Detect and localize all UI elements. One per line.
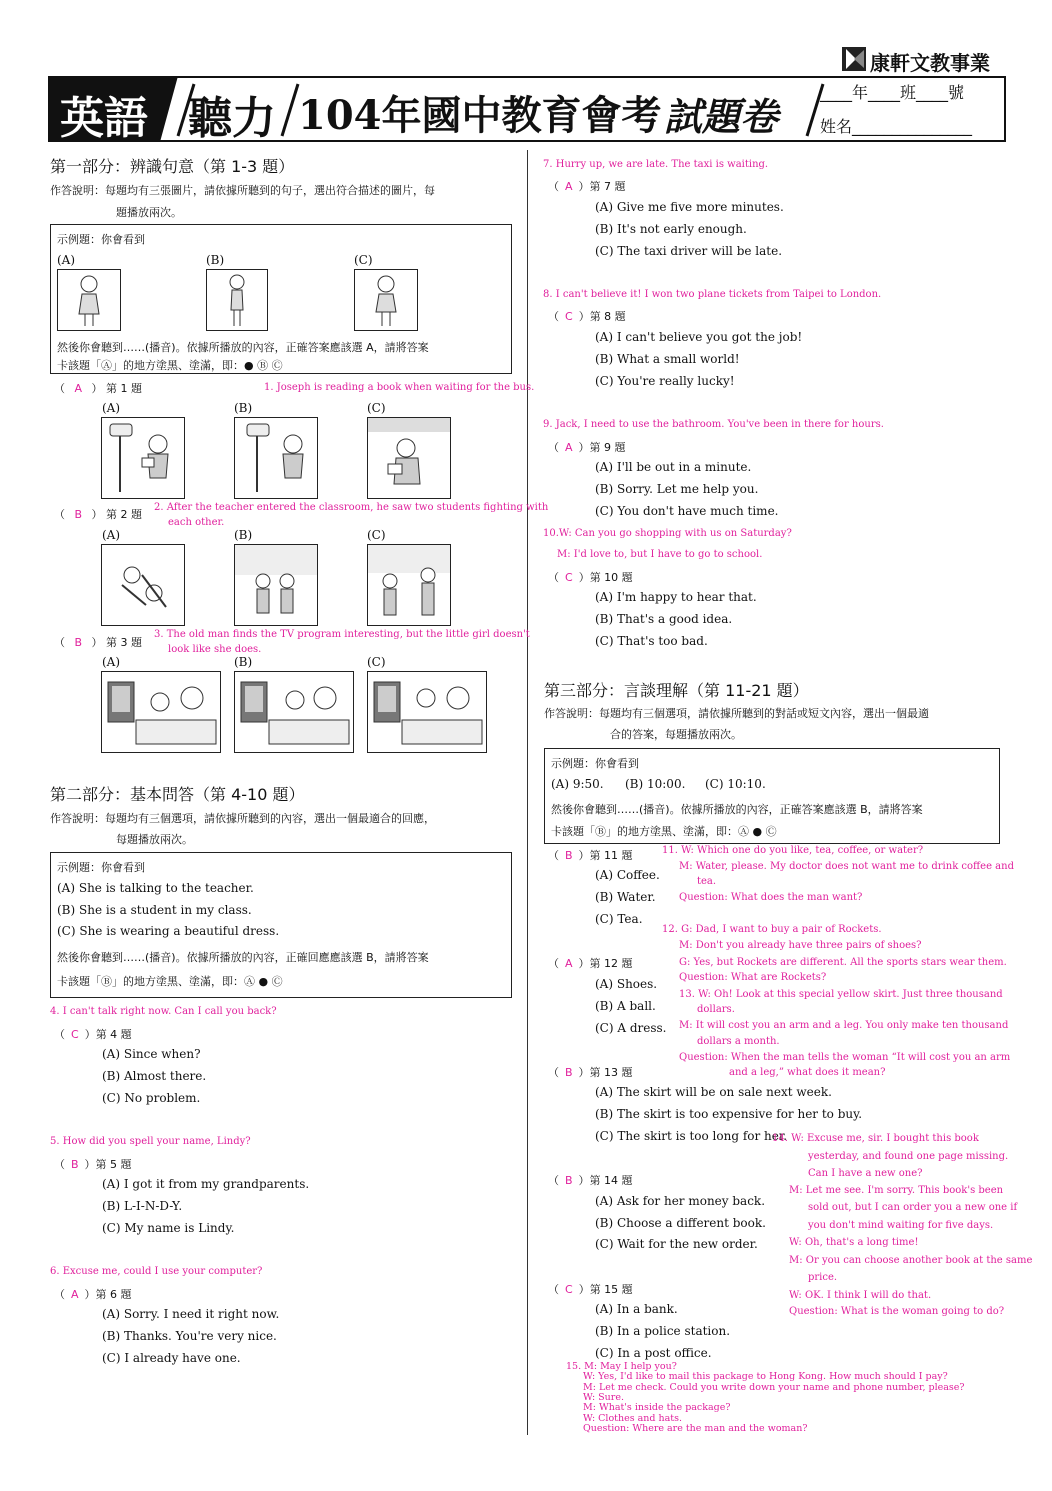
part1-example-box <box>50 224 512 374</box>
q2-picture-c <box>367 544 451 626</box>
q11-opt-c: (C) Tea. <box>595 912 643 926</box>
q1-picture-b <box>234 417 318 499</box>
q1-picture-a <box>101 417 185 499</box>
q14-opt-b: (B) Choose a different book. <box>595 1216 766 1230</box>
q14-answer-line: （ B ）第 14 題 <box>548 1174 633 1187</box>
paren-close: ） <box>91 636 103 649</box>
exam-title: 104年國中教育會考 <box>298 92 662 139</box>
part1-instruction: 作答說明：每題均有三張圖片，請依據所聽到的句子，選出符合描述的圖片，每 <box>50 184 435 197</box>
q6-script: 6. Excuse me, could I use your computer? <box>50 1266 263 1277</box>
q3-picture-a <box>101 671 221 753</box>
q2-answer-line <box>54 506 142 522</box>
q15-script-5: M: What's inside the package? <box>583 1402 731 1413</box>
q15-script-1: 15. M: May I help you? <box>566 1361 677 1372</box>
q6-label: 第 6 題 <box>95 1288 132 1301</box>
q2-answer: B <box>74 508 83 521</box>
q7-answer: A <box>565 180 573 193</box>
part3-title: 第三部分：言談理解（第 11-21 題） <box>544 681 809 700</box>
q14-script-7: W: Oh, that's a long time! <box>789 1237 919 1248</box>
example-label: 示例題：你會看到 <box>551 757 639 770</box>
example-opt-b: (B) She is a student in my class. <box>57 903 252 917</box>
part2-instruction: 作答說明：每題均有三個選項，請依據所聽到的內容，選出一個最適合的回應， <box>50 812 435 825</box>
q10-answer: C <box>565 571 573 584</box>
q14-script-1: 14. W: Excuse me, sir. I bought this book <box>772 1133 979 1144</box>
q6-opt-c: (C) I already have one. <box>102 1351 241 1365</box>
q11-label: 第 11 題 <box>589 849 633 862</box>
q14-script-2: yesterday, and found one page missing. <box>808 1151 1009 1162</box>
q15-opt-a: (A) In a bank. <box>595 1302 678 1316</box>
q4-label: 第 4 題 <box>95 1028 132 1041</box>
example-text-2: 卡該題「Ⓐ」的地方塗黑、塗滿，即：● Ⓑ Ⓒ <box>57 359 283 372</box>
q14-script-6: you don't mind waiting for five days. <box>808 1220 994 1231</box>
paren-open: （ <box>54 508 65 521</box>
q8-answer-line: （ C ）第 8 題 <box>548 310 626 323</box>
q4-opt-c: (C) No problem. <box>102 1091 201 1105</box>
q12-script-1: 12. G: Dad, I want to buy a pair of Rockets. <box>662 924 882 935</box>
q12-script-2: M: Don't you already have three pairs of shoes? <box>679 940 922 951</box>
paren-open: （ <box>54 636 65 649</box>
example-opt-a: (A) 9:50. <box>551 777 604 791</box>
example-picture-a <box>57 269 121 331</box>
q11-opt-a: (A) Coffee. <box>595 868 660 882</box>
q2-script-2: each other. <box>168 517 225 528</box>
q14-script-9: price. <box>808 1272 838 1283</box>
q3-label: 第 3 題 <box>106 636 143 649</box>
q10-script-2: M: I'd love to, but I have to go to school. <box>557 549 763 560</box>
publisher-name: 康軒文教事業 <box>870 51 990 75</box>
q5-answer: B <box>71 1158 79 1171</box>
q2-opt-c: (C) <box>367 528 386 542</box>
example-text-1: 然後你會聽到……(播音)。依據所播放的內容，正確回應應該選 B，請將答案 <box>57 951 429 964</box>
q9-answer-line: （ A ）第 9 題 <box>548 441 626 454</box>
q15-script-3: M: Let me check. Could you write down your name and phone number, please? <box>583 1382 965 1393</box>
q6-answer: A <box>71 1288 79 1301</box>
q5-opt-b: (B) L-I-N-D-Y. <box>102 1199 183 1213</box>
example-label: 示例題：你會看到 <box>57 861 145 874</box>
q15-opt-b: (B) In a police station. <box>595 1324 731 1338</box>
q7-opt-c: (C) The taxi driver will be late. <box>595 244 783 258</box>
q3-answer-line <box>54 634 142 650</box>
part2-title: 第二部分：基本問答（第 4-10 題） <box>50 785 305 804</box>
q13-answer-line: （ B ）第 13 題 <box>548 1066 633 1079</box>
q3-picture-b <box>234 671 354 753</box>
q3-answer: B <box>74 636 83 649</box>
publisher-logo <box>842 47 1006 73</box>
q11-script-1: 11. W: Which one do you like, tea, coffee, or water? <box>662 845 924 856</box>
example-picture-c <box>354 269 418 331</box>
q11-answer: B <box>565 849 573 862</box>
q7-answer-line: （ A ）第 7 題 <box>548 180 626 193</box>
q11-answer-line: （ B ）第 11 題 <box>548 849 633 862</box>
q1-opt-c: (C) <box>367 401 386 415</box>
example-opt-a: (A) <box>57 253 76 267</box>
part3-instruction-2: 合的答案，每題播放兩次。 <box>610 728 742 741</box>
q10-opt-c: (C) That's too bad. <box>595 634 708 648</box>
q3-picture-c <box>367 671 487 753</box>
subject-label: 英語 <box>60 93 148 144</box>
q5-opt-c: (C) My name is Lindy. <box>102 1221 235 1235</box>
q15-script-2: W: Yes, I'd like to mail this package to Hong Kong. How much should I pay? <box>583 1371 948 1382</box>
name-line: 姓名_______________ <box>820 117 973 136</box>
paren-open: （ <box>54 382 65 395</box>
exam-title-bold: 試題卷 <box>664 95 779 139</box>
q3-opt-b: (B) <box>234 655 253 669</box>
part2-instruction-2: 每題播放兩次。 <box>116 833 193 846</box>
q13-script-3: M: It will cost you an arm and a leg. You only make ten thousand <box>679 1020 1009 1031</box>
part1-instruction-2: 題播放兩次。 <box>116 206 182 219</box>
q14-opt-c: (C) Wait for the new order. <box>595 1237 758 1251</box>
q13-script-1: 13. W: Oh! Look at this special yellow skirt. Just three thousand <box>679 989 1003 1000</box>
q11-script-3: tea. <box>697 876 717 887</box>
q14-script-11: Question: What is the woman going to do? <box>789 1306 1005 1317</box>
q10-opt-b: (B) That's a good idea. <box>595 612 733 626</box>
q5-script: 5. How did you spell your name, Lindy? <box>50 1136 251 1147</box>
q15-label: 第 15 題 <box>589 1283 633 1296</box>
q13-opt-b: (B) The skirt is too expensive for her to buy. <box>595 1107 863 1121</box>
q3-script-2: look like she does. <box>168 644 262 655</box>
q3-opt-c: (C) <box>367 655 386 669</box>
q8-opt-c: (C) You're really lucky! <box>595 374 735 388</box>
q9-opt-b: (B) Sorry. Let me help you. <box>595 482 759 496</box>
q7-opt-a: (A) Give me five more minutes. <box>595 200 784 214</box>
example-picture-b <box>206 269 268 331</box>
part2-example-box <box>50 852 512 998</box>
q15-script-7: Question: Where are the man and the woman? <box>583 1423 808 1434</box>
q13-answer: B <box>565 1066 573 1079</box>
q5-label: 第 5 題 <box>95 1158 132 1171</box>
q10-label: 第 10 題 <box>589 571 633 584</box>
example-text-2: 卡該題「Ⓑ」的地方塗黑、塗滿，即：Ⓐ ● Ⓒ <box>551 825 777 838</box>
q2-picture-b <box>234 544 318 626</box>
q13-script-5: Question: When the man tells the woman “It will cost you an arm <box>679 1052 1011 1063</box>
class-line: ____年____班____號 <box>820 83 965 102</box>
q8-answer: C <box>565 310 573 323</box>
example-opt-c: (C) 10:10. <box>705 777 766 791</box>
q12-opt-a: (A) Shoes. <box>595 977 658 991</box>
q1-answer: A <box>74 382 83 395</box>
q7-opt-b: (B) It's not early enough. <box>595 222 747 236</box>
q13-script-6: and a leg,” what does it mean? <box>729 1067 886 1078</box>
q2-script: 2. After the teacher entered the classroom, he saw two students fighting with <box>154 502 549 513</box>
header <box>48 76 1006 142</box>
q8-opt-a: (A) I can't believe you got the job! <box>595 330 803 344</box>
example-opt-b: (B) <box>206 253 225 267</box>
example-text-1: 然後你會聽到……(播音)。依據所播放的內容，正確答案應該選 A，請將答案 <box>57 341 429 354</box>
q1-label: 第 1 題 <box>106 382 143 395</box>
q12-opt-c: (C) A dress. <box>595 1021 667 1035</box>
q14-answer: B <box>565 1174 573 1187</box>
column-divider <box>527 150 528 1435</box>
q11-opt-b: (B) Water. <box>595 890 656 904</box>
q14-script-8: M: Or you can choose another book at the same <box>789 1255 1033 1266</box>
example-text-1: 然後你會聽到……(播音)。依據所播放的內容，正確答案應該選 B，請將答案 <box>551 803 923 816</box>
q15-script-4: W: Sure. <box>583 1392 624 1403</box>
paren-close: ） <box>91 508 103 521</box>
q4-script: 4. I can't talk right now. Can I call you back? <box>50 1006 277 1017</box>
q7-script: 7. Hurry up, we are late. The taxi is waiting. <box>543 159 769 170</box>
q14-label: 第 14 題 <box>589 1174 633 1187</box>
q3-script: 3. The old man finds the TV program interesting, but the little girl doesn't <box>154 629 530 640</box>
q8-script: 8. I can't believe it! I won two plane tickets from Taipei to London. <box>543 289 882 300</box>
q14-script-10: W: OK. I think I will do that. <box>789 1290 932 1301</box>
q5-opt-a: (A) I got it from my grandparents. <box>102 1177 310 1191</box>
q14-opt-a: (A) Ask for her money back. <box>595 1194 766 1208</box>
q2-opt-b: (B) <box>234 528 253 542</box>
q9-script: 9. Jack, I need to use the bathroom. You've been in there for hours. <box>543 419 884 430</box>
q12-answer-line: （ A ）第 12 題 <box>548 957 633 970</box>
q13-opt-c: (C) The skirt is too long for her. <box>595 1129 788 1143</box>
q15-answer: C <box>565 1283 573 1296</box>
example-opt-c: (C) <box>354 253 373 267</box>
q14-script-5: sold out, but I can order you a new one if <box>808 1202 1018 1213</box>
part3-example-box <box>544 748 1000 844</box>
q9-opt-c: (C) You don't have much time. <box>595 504 779 518</box>
part1-title: 第一部分：辨識句意（第 1-3 題） <box>50 157 295 176</box>
example-opt-b: (B) 10:00. <box>625 777 686 791</box>
q11-script-2: M: Water, please. My doctor does not want me to drink coffee and <box>679 861 1014 872</box>
q13-script-2: dollars. <box>697 1004 735 1015</box>
q15-script-6: W: Clothes and hats. <box>583 1413 683 1424</box>
q10-script: 10.W: Can you go shopping with us on Saturday? <box>543 528 792 539</box>
q13-label: 第 13 題 <box>589 1066 633 1079</box>
q12-label: 第 12 題 <box>589 957 633 970</box>
q15-answer-line: （ C ）第 15 題 <box>548 1283 633 1296</box>
q15-opt-c: (C) In a post office. <box>595 1346 712 1360</box>
q6-answer-line: （ A ）第 6 題 <box>54 1288 132 1301</box>
q14-script-3: Can I have a new one? <box>808 1168 923 1179</box>
q10-opt-a: (A) I'm happy to hear that. <box>595 590 757 604</box>
q2-picture-a <box>101 544 185 626</box>
q12-opt-b: (B) A ball. <box>595 999 656 1013</box>
q3-opt-a: (A) <box>102 655 121 669</box>
example-opt-c: (C) She is wearing a beautiful dress. <box>57 924 280 938</box>
publisher-logo-icon <box>842 47 866 71</box>
q4-answer: C <box>71 1028 79 1041</box>
q9-label: 第 9 題 <box>589 441 626 454</box>
q1-opt-a: (A) <box>102 401 121 415</box>
q1-script: 1. Joseph is reading a book when waiting for the bus. <box>264 382 535 393</box>
q10-answer-line: （ C ）第 10 題 <box>548 571 633 584</box>
q1-opt-b: (B) <box>234 401 253 415</box>
q9-opt-a: (A) I'll be out in a minute. <box>595 460 752 474</box>
q1-picture-c <box>367 417 451 499</box>
q4-answer-line: （ C ）第 4 題 <box>54 1028 132 1041</box>
q8-opt-b: (B) What a small world! <box>595 352 740 366</box>
q14-script-4: M: Let me see. I'm sorry. This book's been <box>789 1185 1004 1196</box>
q6-opt-a: (A) Sorry. I need it right now. <box>102 1307 280 1321</box>
q13-script-4: dollars a month. <box>697 1036 780 1047</box>
example-text-2: 卡該題「Ⓑ」的地方塗黑、塗滿，即：Ⓐ ● Ⓒ <box>57 975 283 988</box>
paren-close: ） <box>91 382 103 395</box>
q8-label: 第 8 題 <box>589 310 626 323</box>
q12-answer: A <box>565 957 573 970</box>
q4-opt-a: (A) Since when? <box>102 1047 201 1061</box>
q6-opt-b: (B) Thanks. You're very nice. <box>102 1329 277 1343</box>
q7-label: 第 7 題 <box>589 180 626 193</box>
q2-opt-a: (A) <box>102 528 121 542</box>
q9-answer: A <box>565 441 573 454</box>
q12-script-3: G: Yes, but Rockets are different. All the sports stars wear them. <box>679 957 1007 968</box>
part3-instruction: 作答說明：每題均有三個選項，請依據所聽到的對話或短文內容，選出一個最適 <box>544 707 929 720</box>
q5-answer-line: （ B ）第 5 題 <box>54 1158 132 1171</box>
q11-script-4: Question: What does the man want? <box>679 892 863 903</box>
listening-label: 聽力 <box>188 93 276 144</box>
q12-script-4: Question: What are Rockets? <box>679 972 827 983</box>
q1-answer-line <box>54 380 142 396</box>
q4-opt-b: (B) Almost there. <box>102 1069 207 1083</box>
example-label: 示例題：你會看到 <box>57 233 145 246</box>
q2-label: 第 2 題 <box>106 508 143 521</box>
example-opt-a: (A) She is talking to the teacher. <box>57 881 254 895</box>
q13-opt-a: (A) The skirt will be on sale next week. <box>595 1085 832 1099</box>
